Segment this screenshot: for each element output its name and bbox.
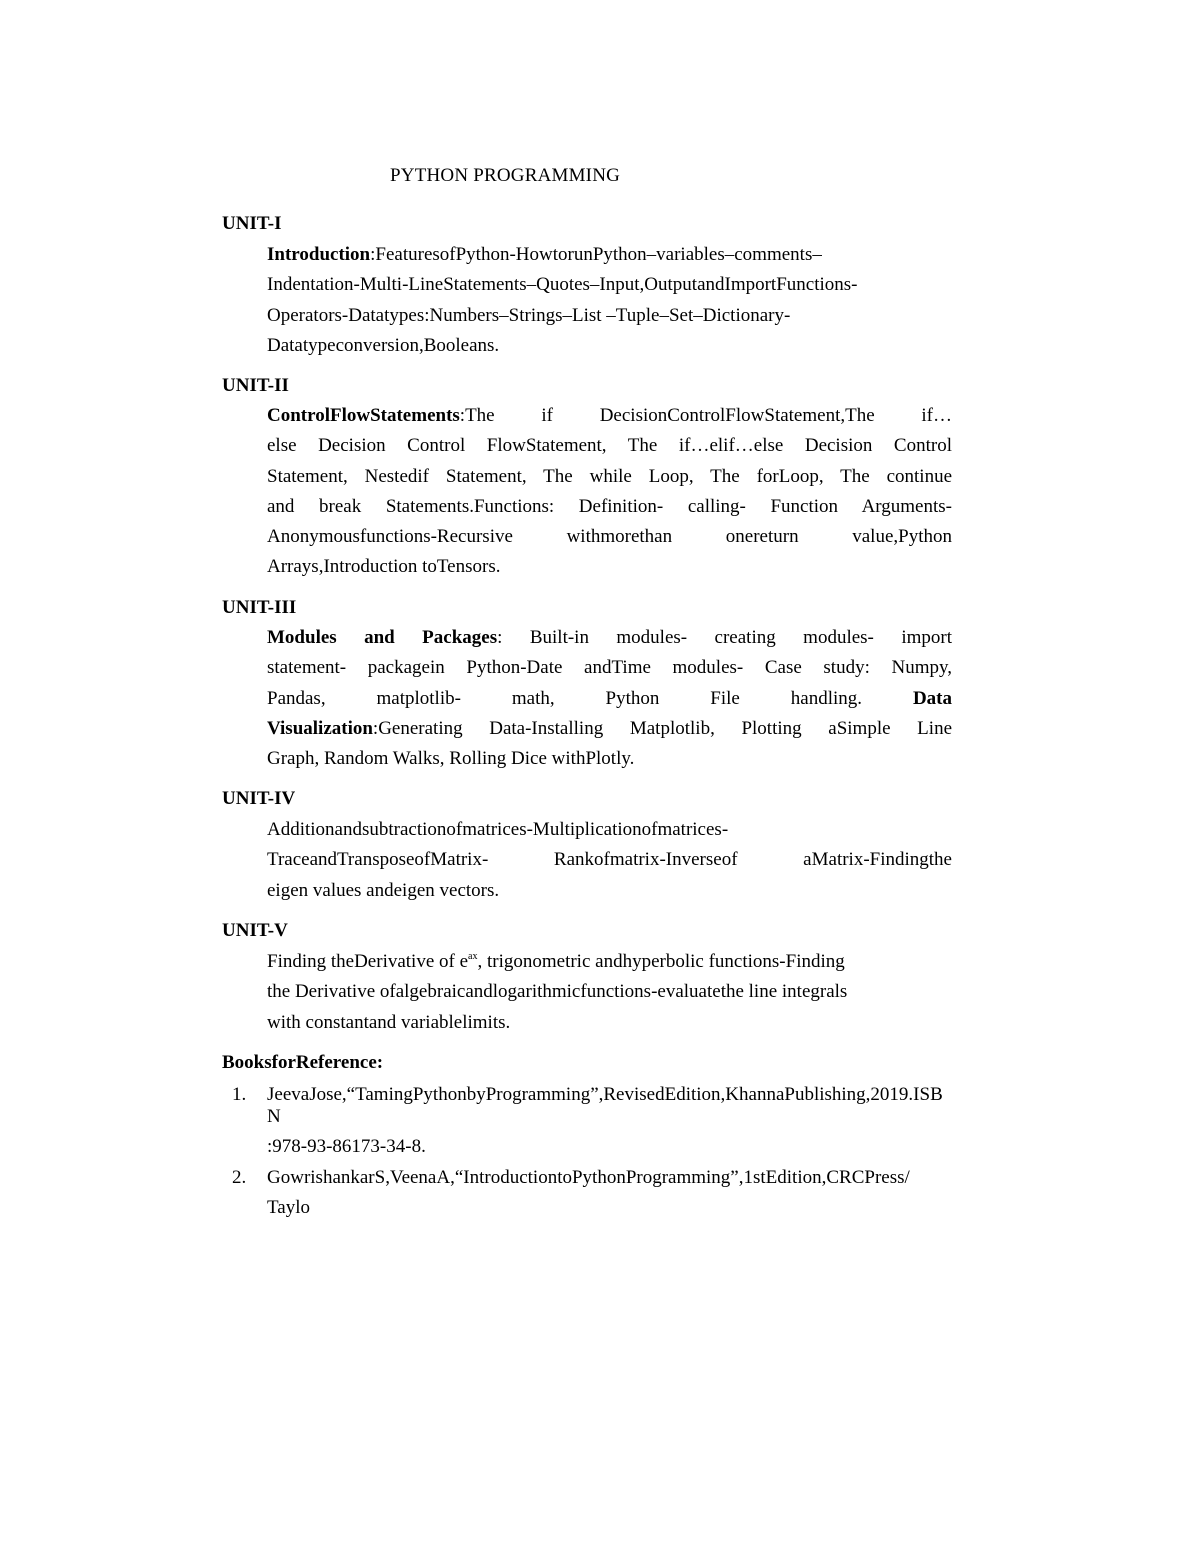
unit-4-line-2: TraceandTransposeofMatrix- Rankofmatrix-Inverseof aMatrix-Findingthe <box>267 849 952 871</box>
unit-3-line-5: Graph, Random Walks, Rolling Dice withPlotly. <box>267 748 635 770</box>
unit-5-heading: UNIT-V <box>222 920 288 941</box>
unit-1-heading: UNIT-I <box>222 213 282 234</box>
reference-text: GowrishankarS,VeenaA,“IntroductiontoPythonProgramming”,1stEdition,CRCPress/ Taylo <box>267 1167 910 1218</box>
unit-2-line-2: else Decision Control FlowStatement, The if…elif…else Decision Control <box>267 435 952 457</box>
page-title: PYTHON PROGRAMMING <box>390 165 621 186</box>
unit-4-heading: UNIT-IV <box>222 788 296 809</box>
unit-1-keyword: Introduction <box>267 244 371 265</box>
unit-1-line-1: Introduction:FeaturesofPython-HowtorunPython–variables–comments– <box>267 244 822 265</box>
unit-3-line-3: Pandas, matplotlib- math, Python File handling. Data <box>267 687 952 709</box>
unit-3-line-2: statement- packagein Python-Date andTime modules- Case study: Numpy, <box>267 657 952 679</box>
unit-4-line-3: eigen values andeigen vectors. <box>267 879 500 901</box>
unit-1-line-3: Operators-Datatypes:Numbers–Strings–List –Tuple–Set–Dictionary- <box>267 304 791 326</box>
unit-4-body <box>267 815 952 906</box>
unit-2-line-1: ControlFlowStatements:The if DecisionControlFlowStatement,The if… <box>267 405 952 426</box>
unit-5-line-3: with constantand variablelimits. <box>267 1011 511 1033</box>
unit-2-body <box>267 401 952 583</box>
unit-3-heading: UNIT-III <box>222 597 297 618</box>
unit-2-keyword: ControlFlowStatements <box>267 405 460 426</box>
unit-4-line-1: Additionandsubtractionofmatrices-Multiplicationofmatrices- <box>267 819 729 840</box>
unit-5-body <box>267 947 952 1038</box>
unit-1-line-2: Indentation-Multi-LineStatements–Quotes–Input,OutputandImportFunctions- <box>267 274 858 296</box>
unit-1-line-4: Datatypeconversion,Booleans. <box>267 334 500 356</box>
reference-number: 2. <box>232 1167 247 1188</box>
unit-2-heading: UNIT-II <box>222 375 289 396</box>
unit-3-body <box>267 623 952 774</box>
unit-3-line-1: Modules and Packages: Built-in modules- creating modules- import <box>267 627 952 648</box>
unit-5-line-1: Finding theDerivative of $e^{ax}$, trigonometric andhyperbolic functions-Finding <box>267 951 845 972</box>
unit-3-keyword-data: Data <box>912 687 952 709</box>
unit-3-keyword-visualization: Visualization <box>267 717 373 739</box>
unit-3-line-4: Visualization:Generating Data-Installing Matplotlib, Plotting aSimple Line <box>267 717 952 739</box>
books-heading: BooksforReference: <box>222 1052 384 1073</box>
unit-5-superscript: ax <box>468 951 478 962</box>
unit-5-line-2: the Derivative ofalgebraicandlogarithmicfunctions-evaluatethe line integrals <box>267 981 848 1003</box>
unit-2-line-4: and break Statements.Functions: Definition- calling- Function Arguments- <box>267 495 952 517</box>
unit-3-keyword: Modules and Packages <box>267 627 498 648</box>
reference-text: JeevaJose,“TamingPythonbyProgramming”,RevisedEdition,KhannaPublishing,2019.ISB N :978-93-86173-34-8. <box>267 1084 943 1157</box>
unit-2-line-5: Anonymousfunctions-Recursive withmorethan onereturn value,Python <box>267 526 952 548</box>
reference-number: 1. <box>232 1084 247 1105</box>
unit-2-line-6: Arrays,Introduction toTensors. <box>267 556 501 578</box>
unit-1-body <box>267 240 952 361</box>
unit-2-line-3: Statement, Nestedif Statement, The while Loop, The forLoop, The continue <box>267 465 952 487</box>
